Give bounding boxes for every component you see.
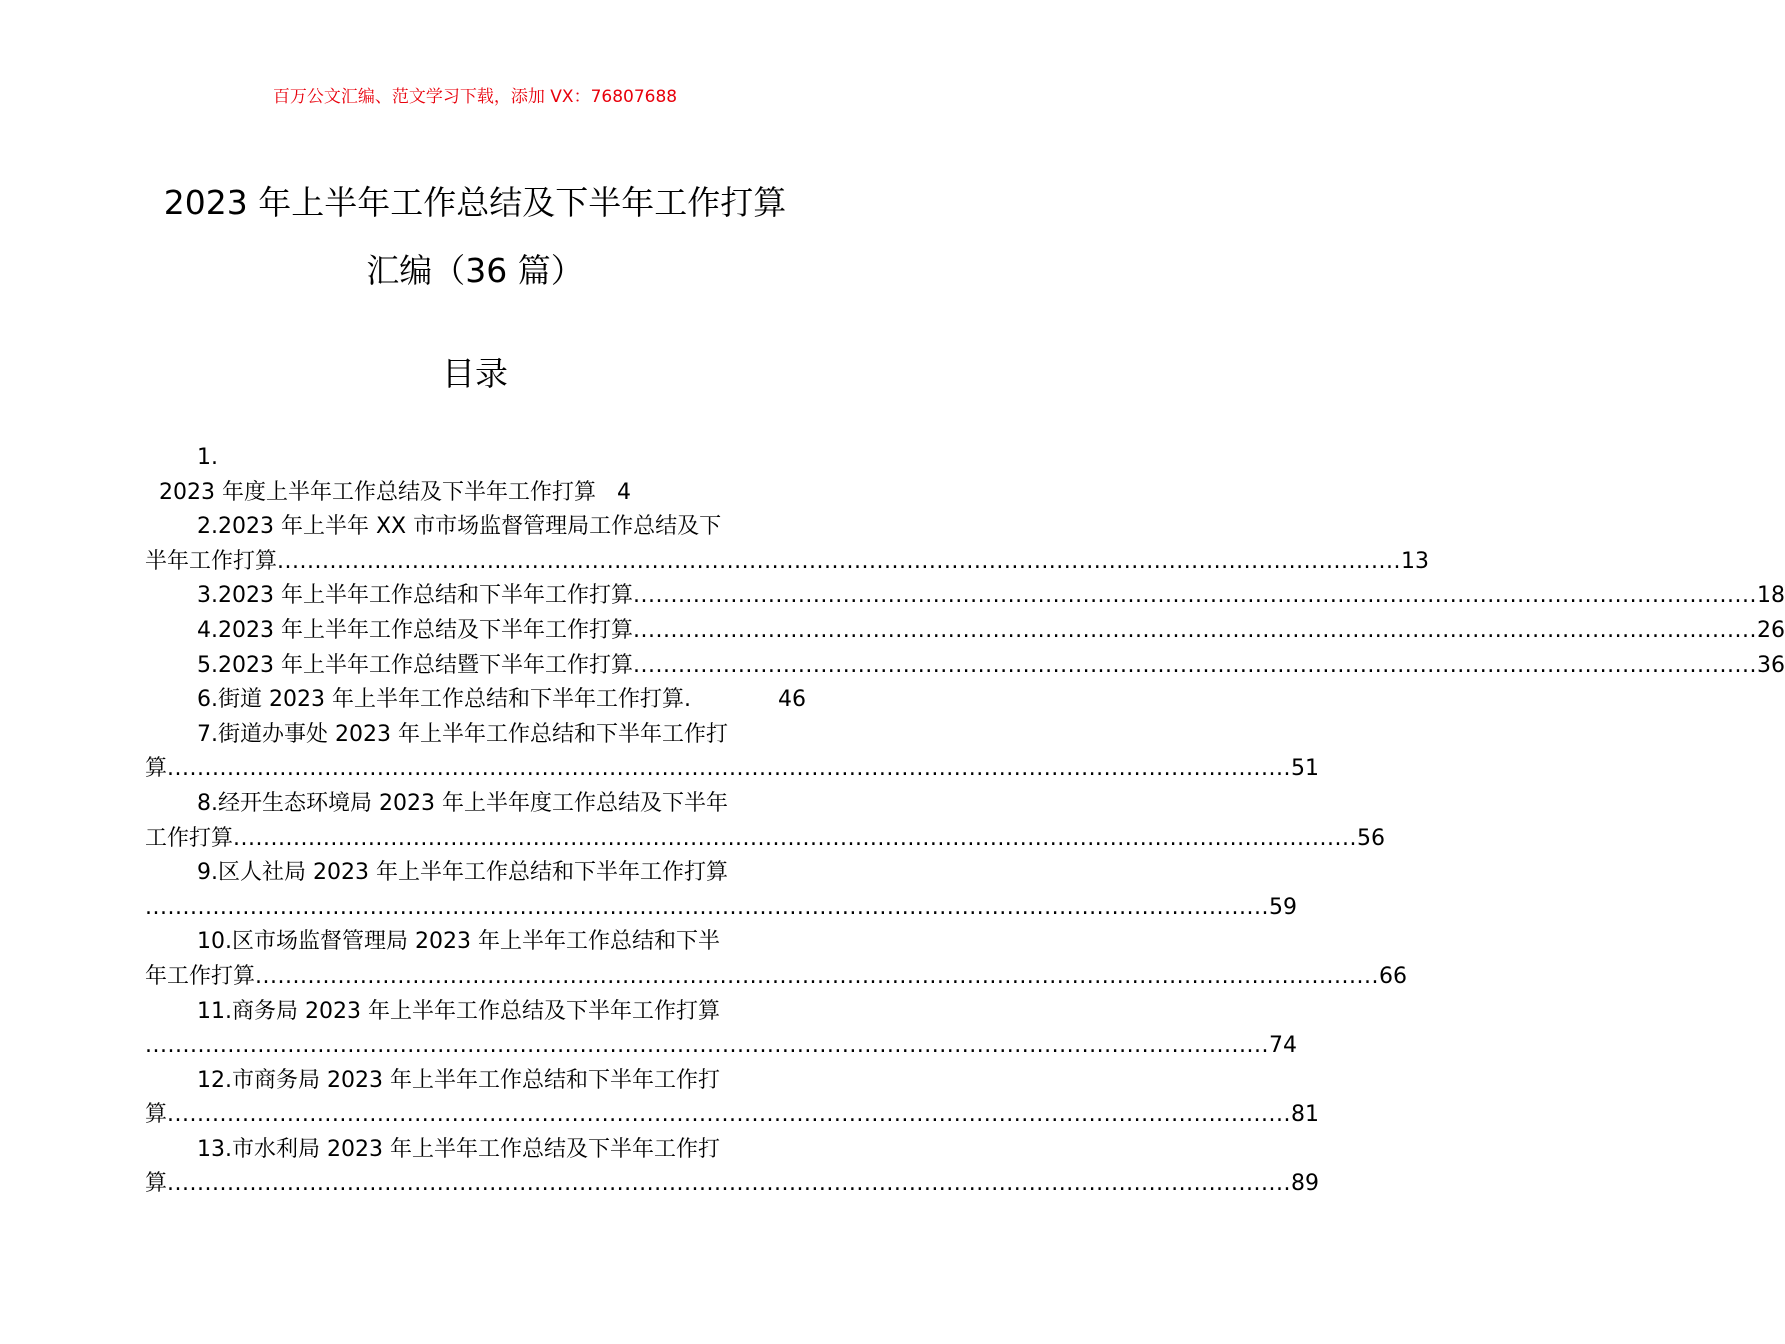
toc-entry-page: 59: [1268, 894, 1297, 920]
toc-heading: 目录: [442, 354, 508, 393]
toc-entry-title: 算: [145, 756, 168, 782]
toc-entry-13[interactable]: 13.市水利局 2023 年上半年工作总结及下半年工作打: [197, 1136, 720, 1162]
toc-entry-13-cont[interactable]: [145, 1167, 1319, 1202]
toc-entry-1-number[interactable]: 1.: [197, 445, 218, 470]
toc-dot-leader: ......................................................................................................................................................: [145, 894, 1269, 920]
toc-entry-title: 5.2023 年上半年工作总结暨下半年工作打算: [197, 652, 633, 678]
toc-entry-title: 算: [145, 1102, 168, 1128]
toc-entry-3[interactable]: [145, 579, 1785, 614]
document-title-line1: 2023 年上半年工作总结及下半年工作打算: [163, 183, 787, 222]
toc-entry-title: 2023 年度上半年工作总结及下半年工作打算: [159, 479, 596, 505]
toc-entry-title: 3.2023 年上半年工作总结和下半年工作打算: [197, 583, 633, 609]
toc-dot-leader: ......................................................................................................................................................: [167, 1171, 1291, 1197]
toc-entry-2[interactable]: 2.2023 年上半年 XX 市市场监督管理局工作总结及下: [197, 514, 722, 540]
toc-entry-12[interactable]: 12.市商务局 2023 年上半年工作总结和下半年工作打: [197, 1067, 720, 1093]
toc-entry-10[interactable]: 10.区市场监督管理局 2023 年上半年工作总结和下半: [197, 929, 720, 955]
toc-dot-leader: ......................................................................................................................................................: [233, 825, 1357, 851]
toc-entry-11[interactable]: 11.商务局 2023 年上半年工作总结及下半年工作打算: [197, 998, 720, 1024]
toc-entry-title: 半年工作打算: [145, 548, 278, 574]
toc-entry-11-cont[interactable]: [145, 1029, 1297, 1064]
toc-entry-page: 46: [778, 687, 806, 713]
toc-dot-leader: ......................................................................................................................................................: [167, 1102, 1291, 1128]
toc-entry-7-cont[interactable]: [145, 752, 1319, 787]
toc-entry-title: 年工作打算: [145, 963, 256, 989]
toc-entry-8[interactable]: 8.经开生态环境局 2023 年上半年度工作总结及下半年: [197, 790, 728, 816]
toc-dot-leader: ......................................................................................................................................................: [145, 1033, 1269, 1059]
toc-entry-page: 51: [1291, 756, 1319, 782]
watermark-text: 百万公文汇编、范文学习下载，添加 VX：76807688: [272, 87, 678, 107]
toc-entry-page: 13: [1401, 548, 1429, 574]
toc-entry-10-cont[interactable]: [145, 960, 1407, 995]
toc-entry-12-cont[interactable]: [145, 1098, 1319, 1133]
toc-entry-page: 81: [1291, 1102, 1319, 1128]
toc-entry-page: 74: [1268, 1033, 1297, 1059]
toc-entry-6[interactable]: [145, 683, 806, 718]
toc-entry-page: 4: [616, 479, 631, 505]
toc-entry-title: 4.2023 年上半年工作总结及下半年工作打算: [197, 617, 633, 643]
document-title-line2: 汇编（36 篇）: [366, 251, 584, 290]
toc-entry-5[interactable]: [145, 649, 1785, 684]
toc-entry-page: 56: [1357, 825, 1385, 851]
toc-dot-leader: ......................................................................................................................................................: [632, 652, 1757, 678]
toc-entry-title: 算: [145, 1171, 168, 1197]
toc-entry-8-cont[interactable]: [145, 822, 1385, 857]
toc-dot-leader: ......................................................................................................................................................: [255, 963, 1379, 989]
toc-entry-page: 18: [1756, 583, 1785, 609]
toc-entry-page: 26: [1756, 617, 1785, 643]
table-of-contents: [145, 441, 1785, 1202]
toc-entry-1[interactable]: [145, 476, 806, 511]
toc-entry-page: 89: [1291, 1171, 1319, 1197]
toc-entry-2-cont[interactable]: [145, 545, 1429, 580]
toc-entry-page: 66: [1379, 963, 1407, 989]
toc-entry-9-cont[interactable]: [145, 891, 1297, 926]
toc-entry-9[interactable]: 9.区人社局 2023 年上半年工作总结和下半年工作打算: [197, 860, 728, 886]
toc-dot-leader: ......................................................................................................................................................: [632, 617, 1757, 643]
toc-entry-4[interactable]: [145, 614, 1785, 649]
toc-dot-leader: ......................................................................................................................................................: [167, 756, 1291, 782]
toc-entry-page: 36: [1756, 652, 1785, 678]
toc-dot-leader: ......................................................................................................................................................: [277, 548, 1401, 574]
toc-entry-title: 工作打算: [145, 825, 234, 851]
toc-entry-7[interactable]: 7.街道办事处 2023 年上半年工作总结和下半年工作打: [197, 721, 728, 747]
toc-dot-leader: ......................................................................................................................................................: [632, 583, 1757, 609]
toc-entry-title: 6.街道 2023 年上半年工作总结和下半年工作打算.: [197, 687, 691, 713]
